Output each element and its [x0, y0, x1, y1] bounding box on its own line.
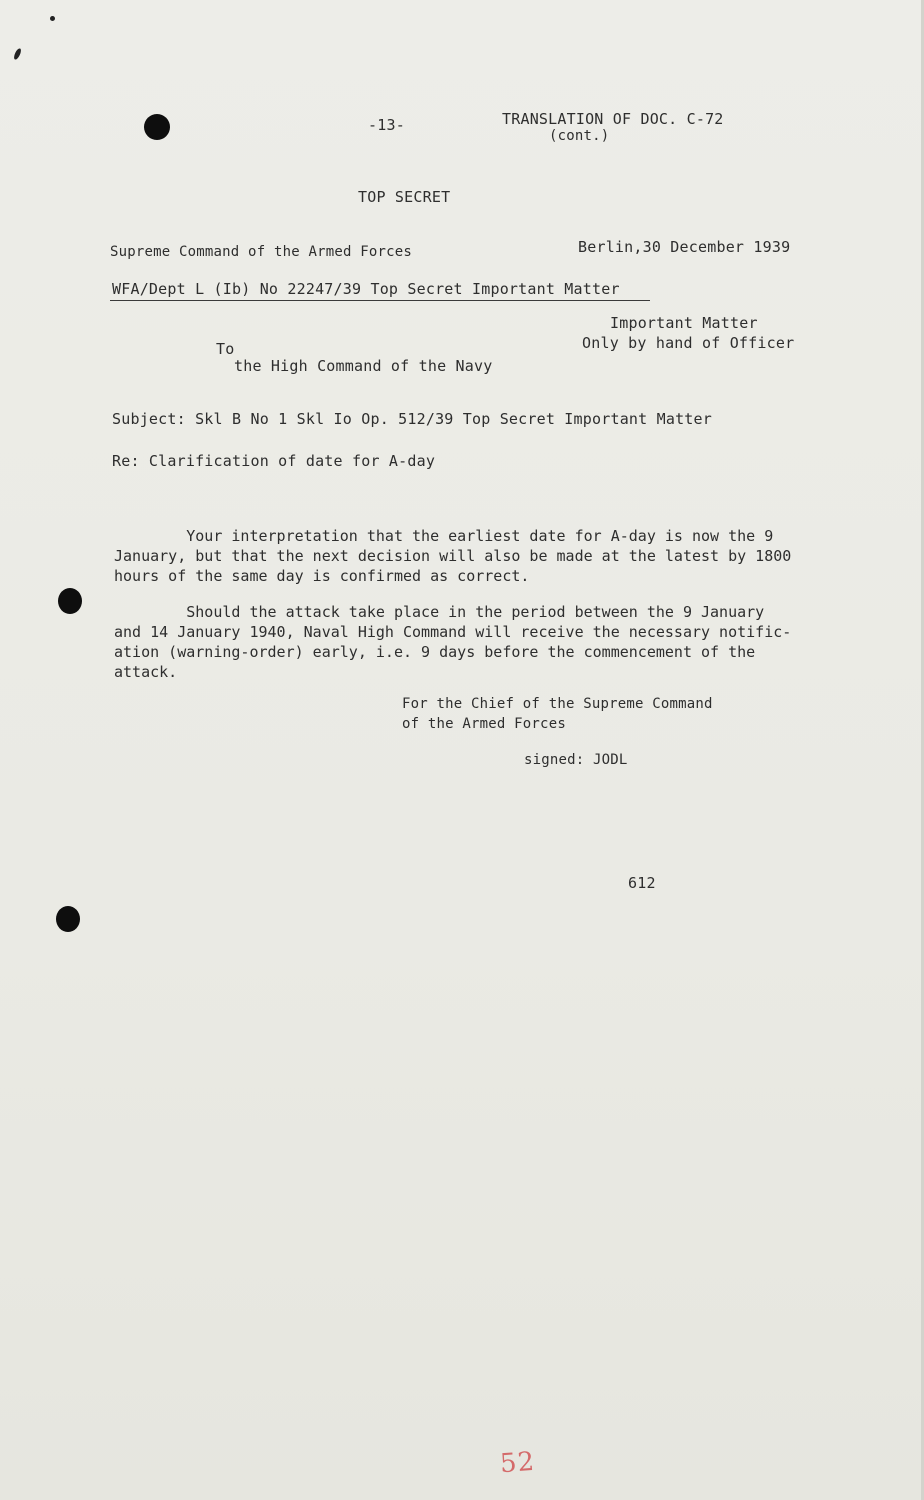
page-number: -13- [368, 116, 405, 134]
signature-line-1: For the Chief of the Supreme Command [402, 696, 713, 712]
reference-underline [110, 300, 650, 301]
ink-speck [50, 16, 55, 21]
paragraph-line: ation (warning-order) early, i.e. 9 days before the commencement of the [114, 643, 756, 661]
ink-speck [13, 48, 23, 61]
paragraph-line: Should the attack take place in the period between the 9 January [114, 603, 765, 621]
sender-organization: Supreme Command of the Armed Forces [110, 244, 413, 260]
punch-hole-middle [58, 588, 82, 614]
body-paragraph-1 [114, 526, 791, 586]
addressee: the High Command of the Navy [234, 357, 493, 375]
handling-line-2: Only by hand of Officer [582, 334, 795, 352]
punch-hole-top [144, 114, 170, 140]
translation-heading: TRANSLATION OF DOC. C-72 [502, 110, 724, 128]
paragraph-line: January, but that the next decision will also be made at the latest by 1800 [114, 547, 792, 565]
continued-label: (cont.) [549, 128, 610, 144]
handling-line-1: Important Matter [610, 314, 758, 332]
reference-line: WFA/Dept L (Ib) No 22247/39 Top Secret Important Matter [112, 280, 620, 298]
paragraph-line: hours of the same day is confirmed as correct. [114, 567, 530, 585]
paragraph-line: attack. [114, 663, 178, 681]
handwritten-page-number: 52 [498, 1446, 537, 1480]
place-date: Berlin,30 December 1939 [578, 238, 791, 256]
paragraph-line: and 14 January 1940, Naval High Command will receive the necessary notific- [114, 623, 792, 641]
page-reference-number: 612 [628, 874, 656, 892]
subject-line: Subject: Skl B No 1 Skl Io Op. 512/39 Top Secret Important Matter [112, 410, 712, 428]
punch-hole-bottom [56, 906, 80, 932]
body-paragraph-2 [114, 602, 791, 682]
paragraph-line: Your interpretation that the earliest date for A-day is now the 9 [114, 527, 774, 545]
signature-line-2: of the Armed Forces [402, 716, 566, 732]
re-line: Re: Clarification of date for A-day [112, 452, 436, 470]
to-label: To [216, 340, 235, 358]
classification-heading: TOP SECRET [358, 188, 451, 206]
signed-by: signed: JODL [524, 752, 628, 768]
